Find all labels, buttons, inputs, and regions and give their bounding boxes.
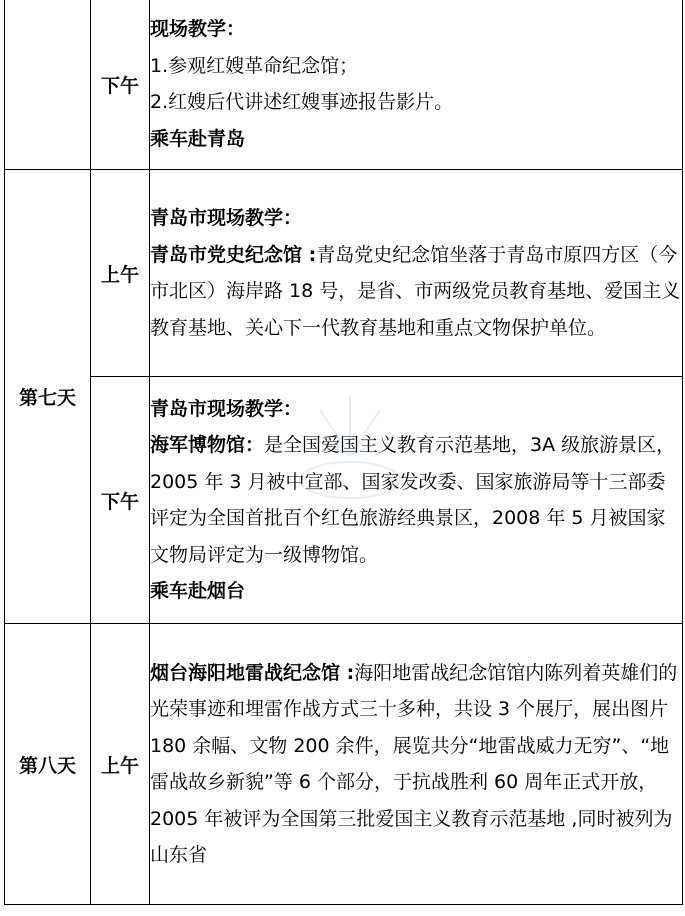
site-description: 是全国爱国主义教育示范基地，3A 级旅游景区，2005 年 3 月被中宣部、国家发改委、国家旅游局等十三部委评定为全国首批百个红色旅游经典景区，2008 年 5 月被国家文物局评定为一级博物馆。: [150, 434, 676, 566]
table-row: [5, 624, 683, 905]
period-label: 下午: [100, 490, 139, 513]
transfer-note: 乘车赴青岛: [150, 127, 246, 150]
activity-line: 2.红嫂后代讲述红嫂事迹报告影片。: [150, 91, 454, 113]
site-paragraph: [150, 655, 682, 874]
period-label: 上午: [100, 754, 139, 777]
site-description: 青岛党史纪念馆坐落于青岛市原四方区（今市北区）海岸路 18 号，是省、市两级党员教育基地、爱国主义教育基地、关心下一代教育基地和重点文物保护单位。: [150, 243, 681, 339]
transfer-note: 乘车赴烟台: [150, 580, 246, 602]
period-cell: [91, 624, 150, 905]
period-cell: [91, 170, 150, 377]
schedule-table: [4, 0, 683, 905]
day-label: 第八天: [18, 754, 76, 777]
period-cell: [91, 0, 150, 170]
activity-line: 1.参观红嫂革命纪念馆；: [150, 54, 359, 77]
period-label: 下午: [100, 74, 139, 97]
site-name: 青岛市党史纪念馆 :: [150, 243, 317, 266]
section-heading: 青岛市现场教学：: [150, 397, 303, 420]
day-cell: [5, 624, 91, 905]
day-cell: [5, 0, 91, 170]
site-paragraph: [150, 427, 682, 573]
table-row: [5, 0, 683, 170]
content-cell: [150, 0, 683, 170]
period-label: 上午: [100, 263, 139, 286]
day-label: 第七天: [18, 387, 76, 409]
table-row: [5, 377, 683, 624]
table-row: [5, 170, 683, 377]
period-cell: [91, 377, 150, 624]
day-cell: [5, 170, 91, 624]
content-cell: [150, 170, 683, 377]
site-description: 海阳地雷战纪念馆馆内陈列着英雄们的光荣事迹和埋雷作战方式三十多种，共设 3 个展厅，展出图片 180 余幅、文物 200 余件，展览共分“地雷战威力无穷”、“地雷战故乡新貌”等 6 个部分，于抗战胜利 60 周年正式开放，2005 年被评为全国第三批爱国主义教育示范基地 ,同时被列为山东省: [150, 661, 678, 866]
content-cell: [150, 377, 683, 624]
site-name: 烟台海阳地雷战纪念馆 :: [150, 661, 355, 684]
section-heading: 青岛市现场教学：: [150, 207, 303, 229]
site-paragraph: [150, 237, 682, 347]
site-name: 海军博物馆：: [150, 434, 265, 456]
content-cell: [150, 624, 683, 905]
section-heading: 现场教学：: [150, 18, 246, 40]
